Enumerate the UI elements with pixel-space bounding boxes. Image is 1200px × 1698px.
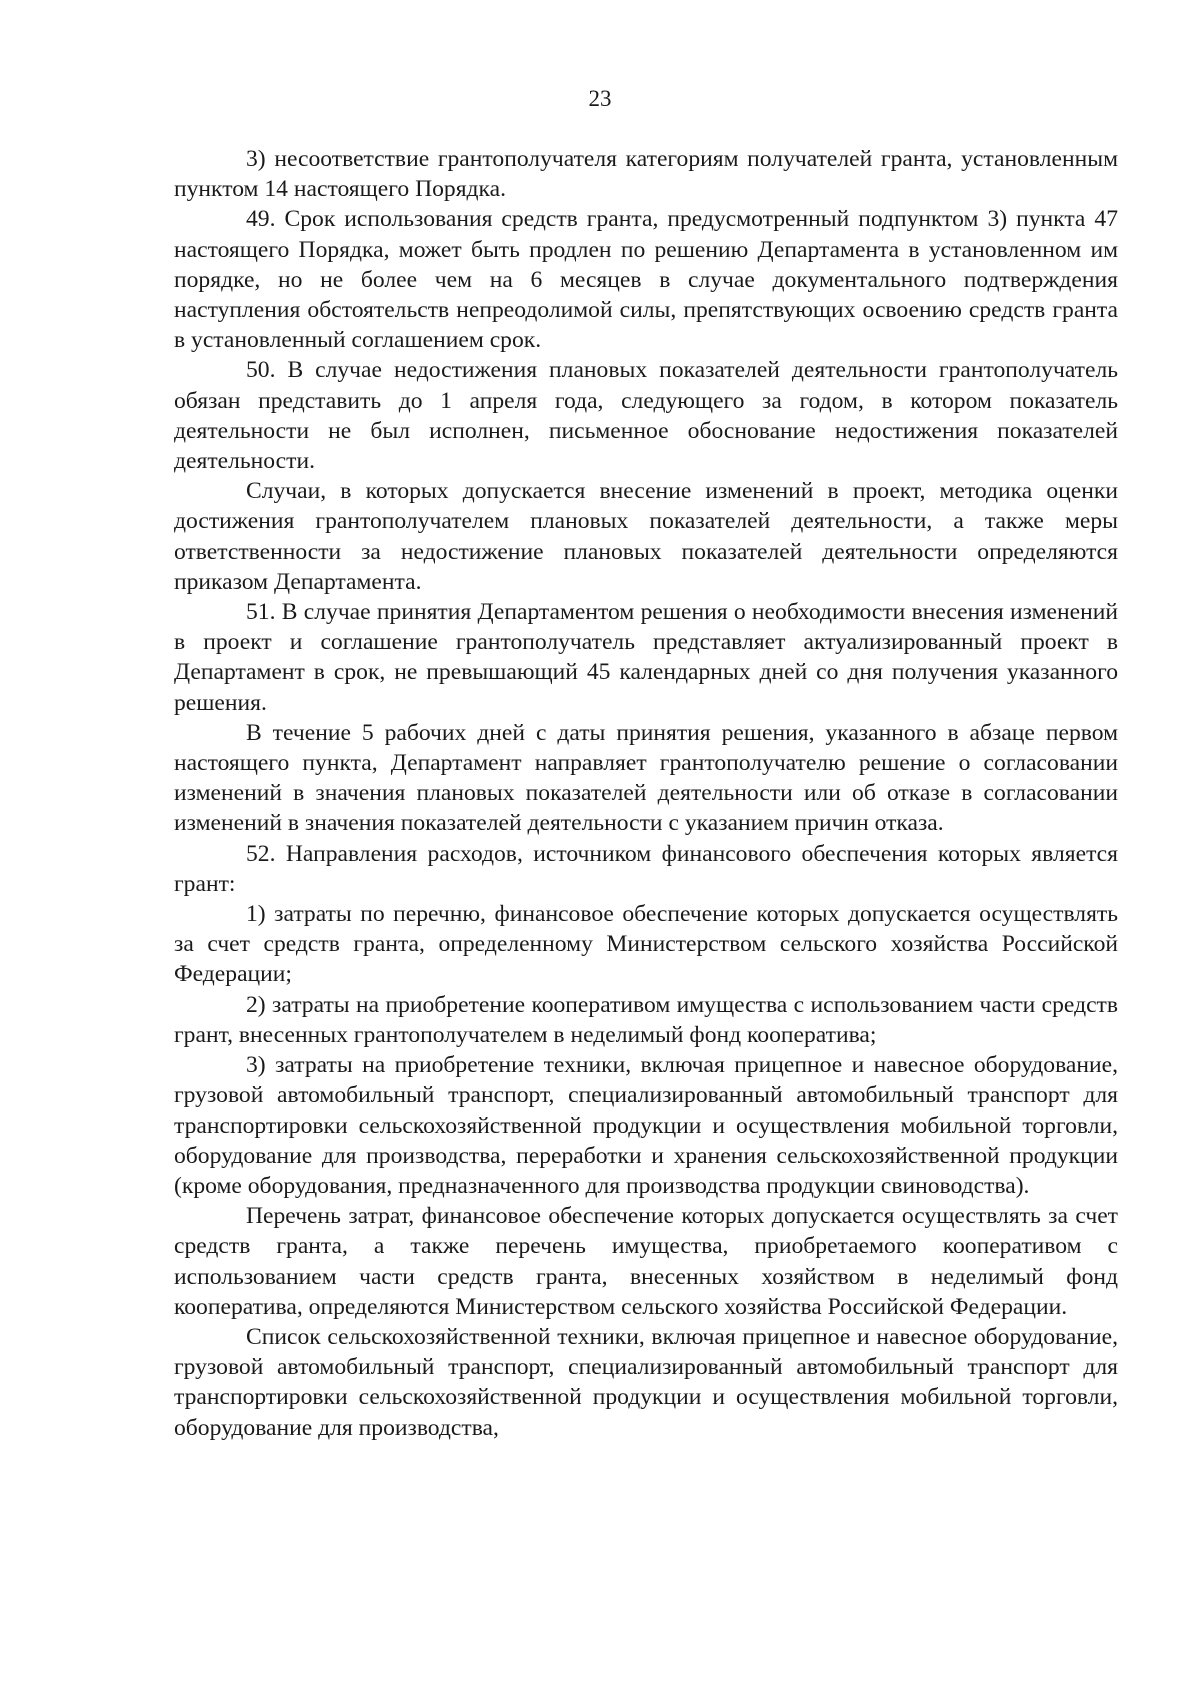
document-body xyxy=(174,144,1118,1443)
paragraph-49-grant-usage-period: 49. Срок использования средств гранта, предусмотренный подпунктом 3) пункта 47 настоящего Порядка, может быть продлен по решению Департамента в установленном им порядке, но не более чем на 6 месяцев в случае документального подтверждения наступления обстоятельств непреодолимой силы, препятствующих освоению средств гранта в установленный соглашением срок. xyxy=(174,206,1118,354)
paragraph-expense-item-1: 1) затраты по перечню, финансовое обеспечение которых допускается осуществлять за счет средств гранта, определенному Министерством сельского хозяйства Российской Федерации; xyxy=(174,901,1118,988)
paragraph-machinery-list: Список сельскохозяйственной техники, включая прицепное и навесное оборудование, грузовой автомобильный транспорт, специализированный автомобильный транспорт для транспортировки сельскохозяйственной продукции и осуществления мобильной торговли, оборудование для производства, xyxy=(174,1323,1118,1441)
paragraph-50-indicator-shortfall: 50. В случае недостижения плановых показателей деятельности грантополучатель обязан представить до 1 апреля года, следующего за годом, в котором показатель деятельности не был исполнен, письменное обоснование недостижения показателей деятельности. xyxy=(174,357,1118,475)
paragraph-project-changes-cases: Случаи, в которых допускается внесение изменений в проект, методика оценки достижения грантополучателем плановых показателей деятельности, а также меры ответственности за недостижение плановых показателей деятельности определяются приказом Департамента. xyxy=(174,478,1118,595)
paragraph-expense-list-definition: Перечень затрат, финансовое обеспечение которых допускается осуществлять за счет средств гранта, а также перечень имущества, приобретаемого кооперативом с использованием части средств гранта, внесенных хозяйством в неделимый фонд кооператива, определяются Министерством сельского хозяйства Российской Федерации. xyxy=(174,1203,1118,1320)
paragraph-51-project-update: 51. В случае принятия Департаментом решения о необходимости внесения изменений в проект и соглашение грантополучатель представляет актуализированный проект в Департамент в срок, не превышающий 45 календарных дней со дня получения указанного решения. xyxy=(174,599,1118,716)
page-number: 23 xyxy=(588,86,612,111)
paragraph-expense-item-2: 2) затраты на приобретение кооперативом имущества с использованием части средств грант, внесенных грантополучателем в неделимый фонд кооператива; xyxy=(174,991,1118,1048)
paragraph-52-expense-directions: 52. Направления расходов, источником финансового обеспечения которых является грант: xyxy=(174,840,1118,897)
paragraph-decision-notification: В течение 5 рабочих дней с даты принятия решения, указанного в абзаце первом настоящего пункта, Департамент направляет грантополучателю решение о согласовании изменений в значения плановых показателей деятельности или об отказе в согласовании изменений в значения показателей деятельности с указанием причин отказа. xyxy=(174,719,1118,837)
paragraph-expense-item-3: 3) затраты на приобретение техники, включая прицепное и навесное оборудование, грузовой автомобильный транспорт, специализированный автомобильный транспорт для транспортировки сельскохозяйственной продукции и осуществления мобильной торговли, оборудование для производства, переработки и хранения сельскохозяйственной продукции (кроме оборудования, предназначенного для производства продукции свиноводства). xyxy=(174,1052,1118,1199)
paragraph-item-3-ineligibility: 3) несоответствие грантополучателя категориям получателей гранта, установленным пунктом 14 настоящего Порядка. xyxy=(174,146,1118,203)
